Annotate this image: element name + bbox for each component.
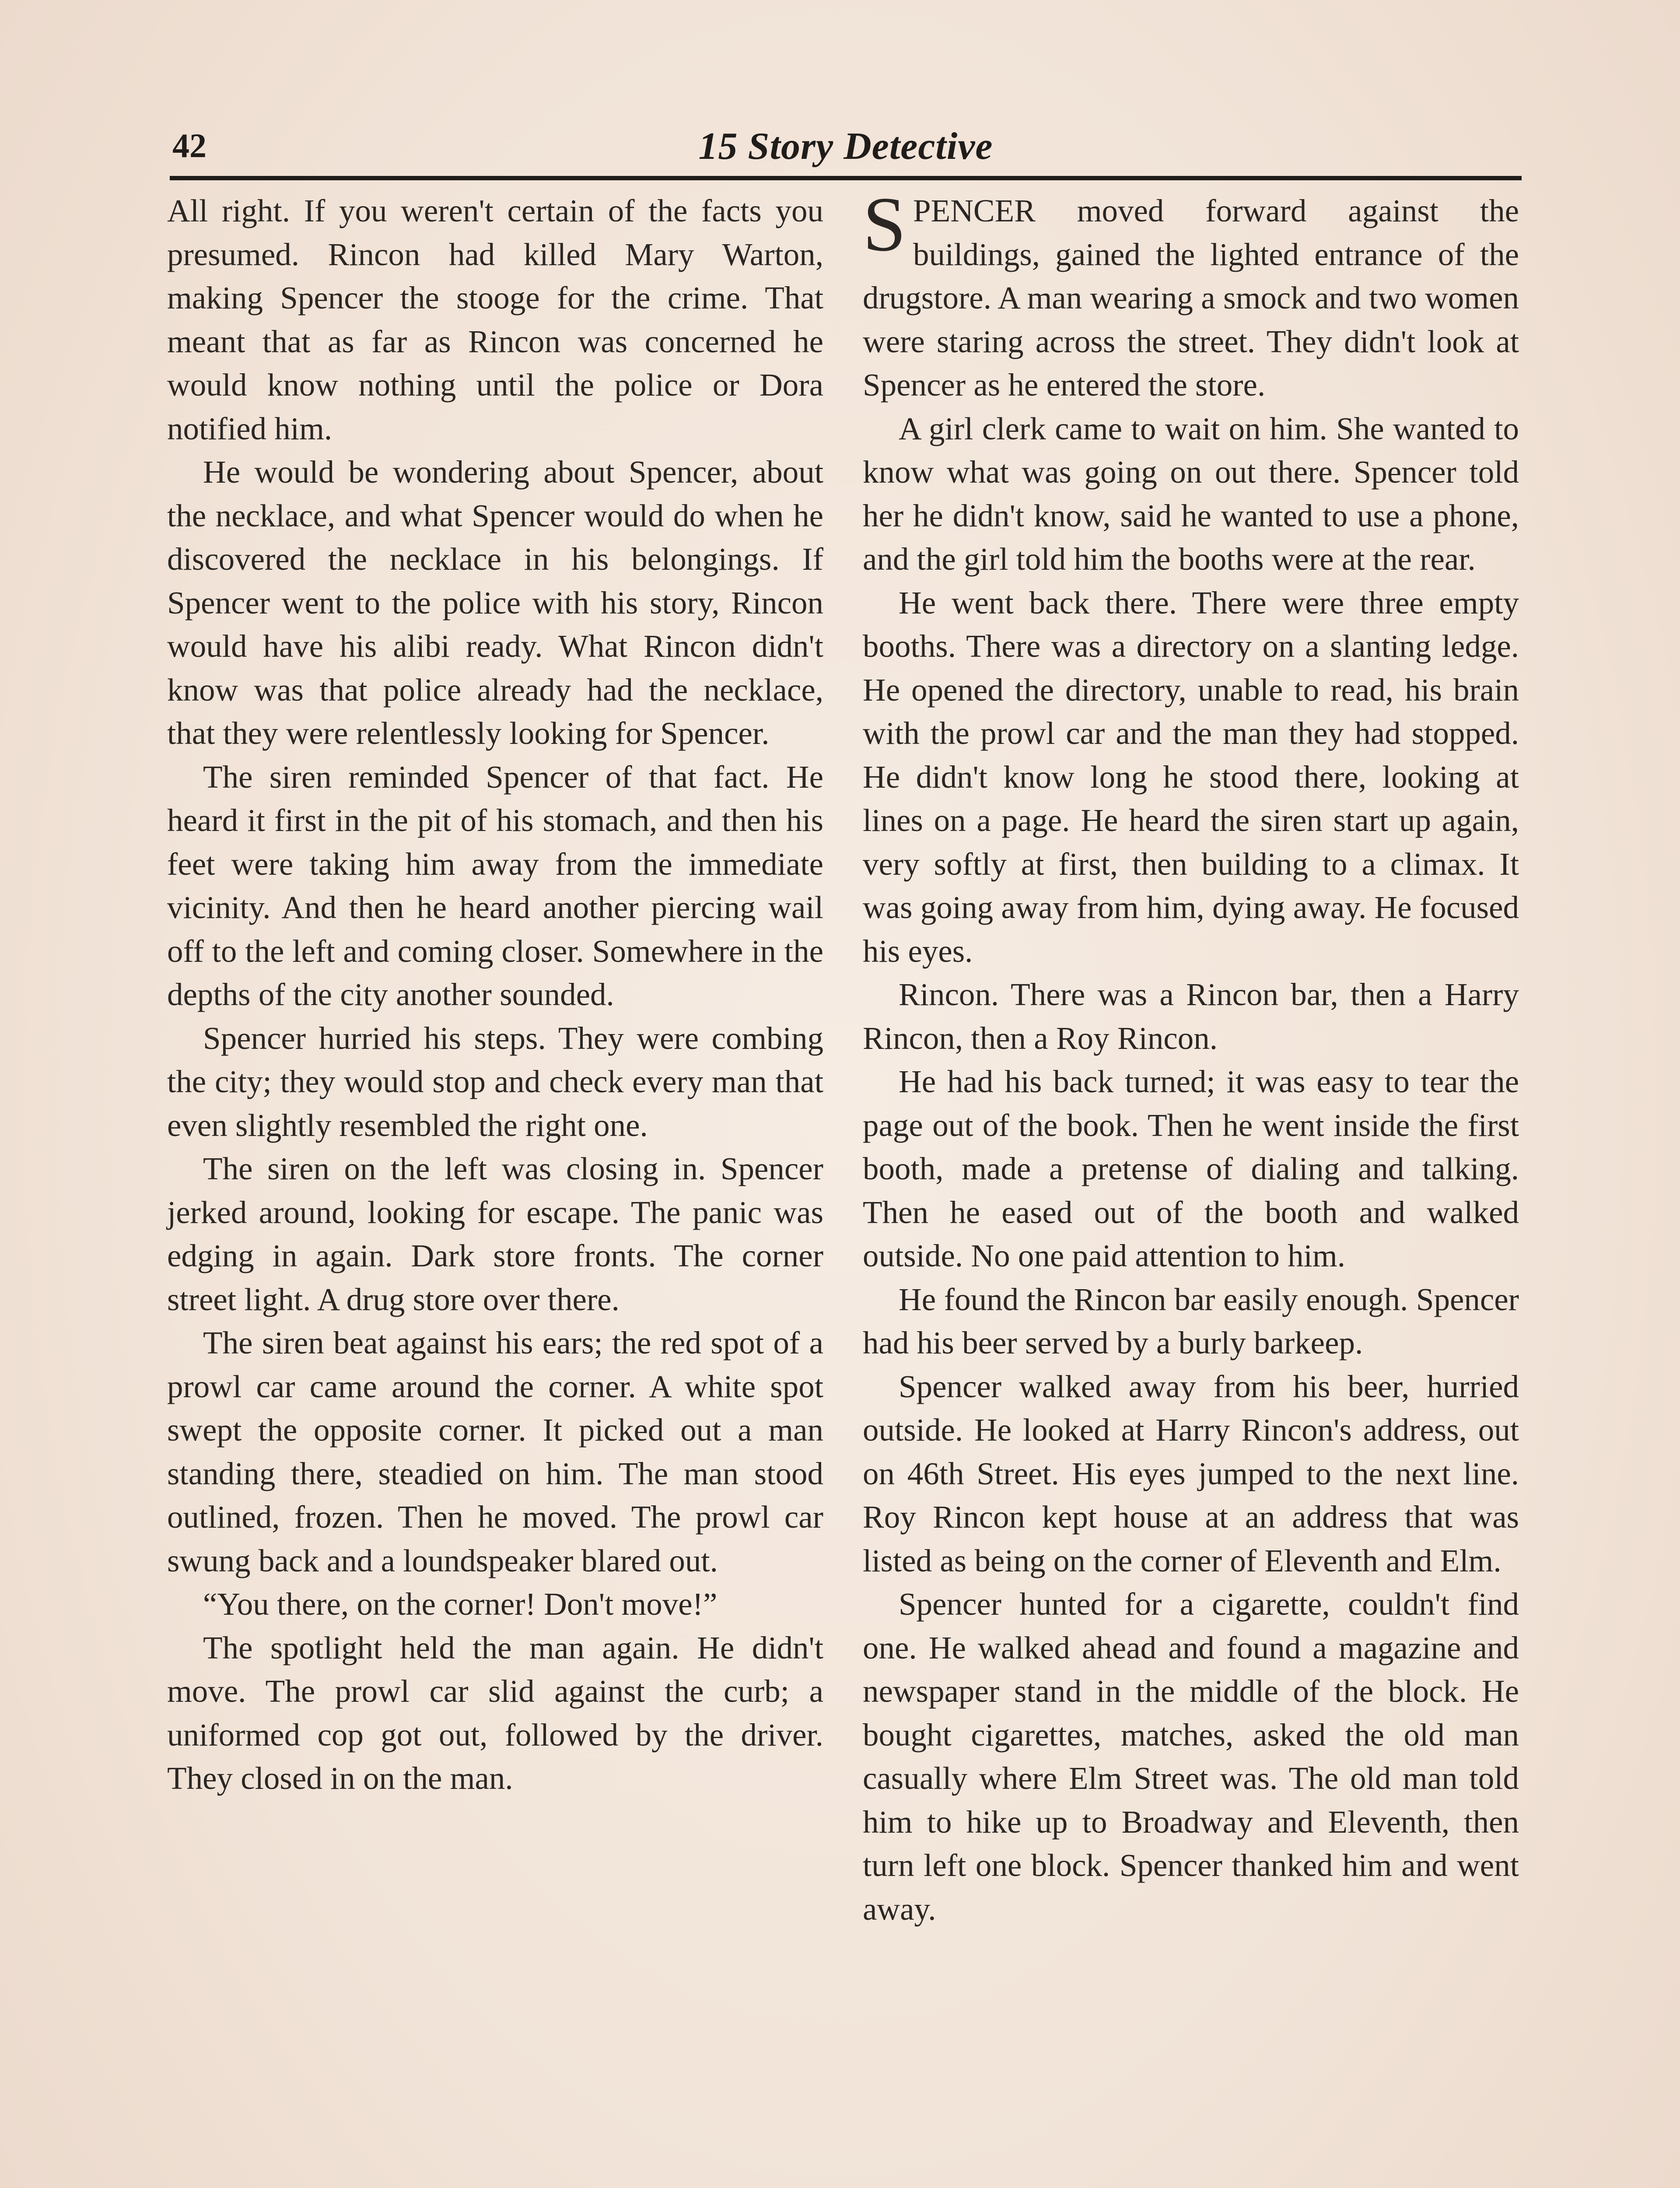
paragraph: Rincon. There was a Rincon bar, then a Harry Rincon, then a Roy Rincon. xyxy=(863,977,1519,1056)
paragraph: The siren on the left was closing in. Spencer jerked around, looking for escape. The panic was edging in again. Dark store fronts. The corner street light. A drug store over there. xyxy=(167,1151,823,1317)
paragraph: The spotlight held the man again. He didn't move. The prowl car slid against the curb; a uniformed cop got out, followed by the driver. They closed in on the man. xyxy=(167,1630,823,1796)
left-column xyxy=(167,189,823,1800)
opening-paragraph xyxy=(863,181,1519,407)
opening-paragraph-text: PENCER moved forward against the buildings, gained the lighted entrance of the drugstore. A man wearing a smock and two women were staring across the street. They didn't look at Spencer as he entered the store. xyxy=(863,193,1519,403)
page-number: 42 xyxy=(172,126,206,165)
paragraph: Spencer hunted for a cigarette, couldn't find one. He walked ahead and found a magazine and newspaper stand in the middle of the block. He bought cigarettes, matches, asked the old man casually where Elm Street was. The old man told him to hike up to Broadway and Eleventh, then turn left one block. Spencer thanked him and went away. xyxy=(863,1586,1519,1927)
drop-cap: S xyxy=(863,181,906,267)
page-header xyxy=(170,123,1522,175)
paragraph: All right. If you weren't certain of the facts you presumed. Rincon had killed Mary Warton, making Spencer the stooge for the crime. That meant that as far as Rincon was concerned he would know nothing until the police or Dora notified him. xyxy=(167,193,823,446)
paragraph: The siren beat against his ears; the red spot of a prowl car came around the corner. A white spot swept the opposite corner. It picked out a man standing there, steadied on him. The man stood outlined, frozen. Then he moved. The prowl car swung back and a loundspeaker blared out. xyxy=(167,1325,823,1578)
paragraph: “You there, on the corner! Don't move!” xyxy=(203,1586,718,1622)
paragraph: Spencer walked away from his beer, hurried outside. He looked at Harry Rincon's address, out on 46th Street. His eyes jumped to the next line. Roy Rincon kept house at an address that was listed as being on the corner of Eleventh and Elm. xyxy=(863,1368,1519,1578)
header-rule xyxy=(170,176,1522,180)
paragraph: He would be wondering about Spencer, about the necklace, and what Spencer would do when he discovered the necklace in his belongings. If Spencer went to the police with his story, Rincon would have his alibi ready. What Rincon didn't know was that police already had the necklace, that they were relentlessly looking for Spencer. xyxy=(167,454,823,751)
paragraph: He had his back turned; it was easy to tear the page out of the book. Then he went inside the first booth, made a pretense of dialing and talking. Then he eased out of the booth and walked outside. No one paid attention to him. xyxy=(863,1064,1519,1273)
paragraph: The siren reminded Spencer of that fact. He heard it first in the pit of his stomach, and then his feet were taking him away from the immediate vicinity. And then he heard another piercing wail off to the left and coming closer. Somewhere in the depths of the city another sounded. xyxy=(167,759,823,1012)
paragraph: A girl clerk came to wait on him. She wanted to know what was going on out there. Spencer told her he didn't know, said he wanted to use a phone, and the girl told him the booths were at the rear. xyxy=(863,410,1519,577)
paragraph: Spencer hurried his steps. They were combing the city; they would stop and check every man that even slightly resembled the right one. xyxy=(167,1020,823,1143)
magazine-title: 15 Story Detective xyxy=(698,125,993,168)
paragraph: He went back there. There were three empty booths. There was a directory on a slanting ledge. He opened the directory, unable to read, his brain with the prowl car and the man they had stopped. He didn't know long he stood there, looking at lines on a page. He heard the siren start up again, very softly at first, then building to a climax. It was going away from him, dying away. He focused his eyes. xyxy=(863,585,1519,969)
right-column xyxy=(863,181,1519,1931)
paragraph: He found the Rincon bar easily enough. Spencer had his beer served by a burly barkeep. xyxy=(863,1281,1519,1360)
